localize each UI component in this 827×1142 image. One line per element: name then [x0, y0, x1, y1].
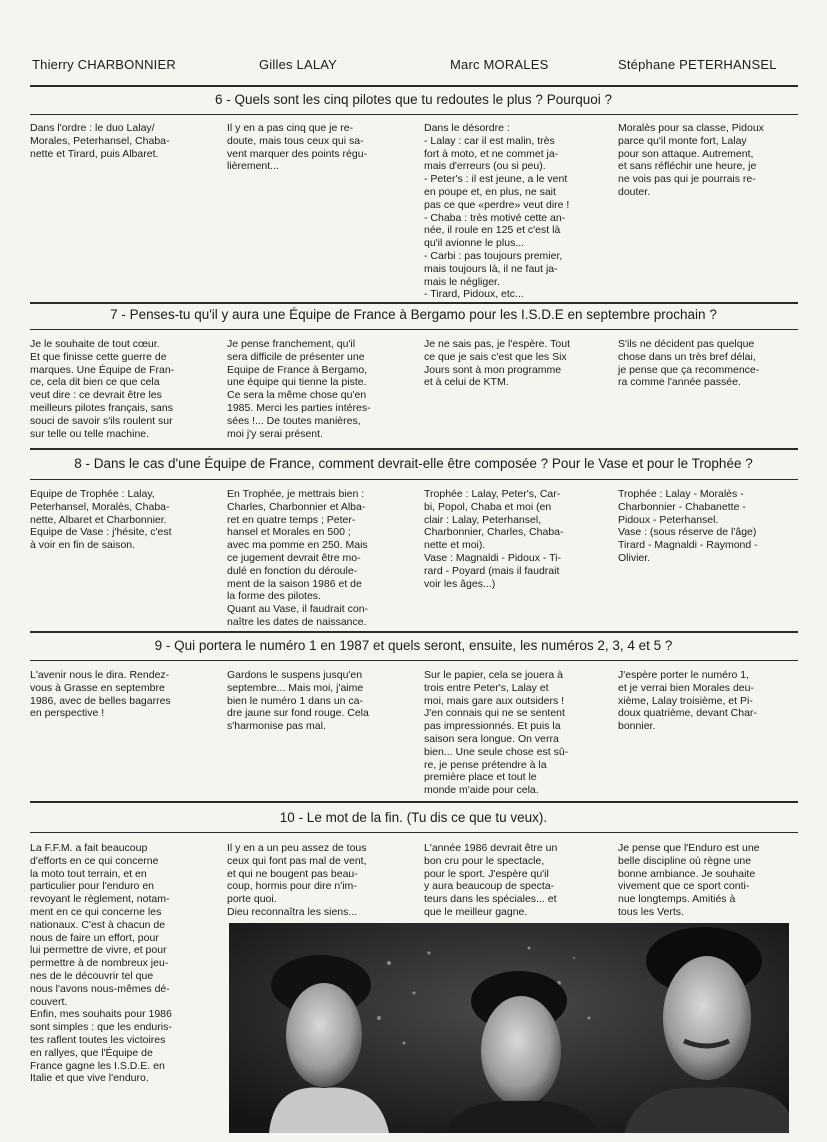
name-lalay: Gilles LALAY	[259, 57, 338, 72]
answer-peterhansel: Moralès pour sa classe, Pidoux parce qu'il monte fort, Lalay pour son attaque. Autrement, et sans réfléchir une heure, je ne vois pas qui je pourrais re- douter.	[618, 122, 764, 198]
divider	[30, 85, 798, 87]
question-7: 7 - Penses-tu qu'il y aura une Équipe de France à Bergamo pour les I.S.D.E en septembre prochain ?	[110, 307, 717, 322]
rider-names-header	[0, 57, 827, 79]
answer-charbonnier: Je le souhaite de tout cœur. Et que finisse cette guerre de marques. Une Équipe de Fran- ce, cela dit bien ce que cela veut dire : ce devrait être les meilleurs pilotes français, sans souci de savoir s'ils roulent sur sur telle ou telle machine.	[30, 338, 175, 440]
answer-charbonnier: La F.F.M. a fait beaucoup d'efforts en ce qui concerne la moto tout terrain, et en particulier pour l'enduro en revoyant le règlement, notam- ment en ce qui concerne les nationaux. C'est à chacun de nous de faire un effort, pour lui permettre de vivre, et pour permettre à de nombreux jeu- nes de le découvrir tel que nous l'avons nous-mêmes dé- couvert. Enfin, mes souhaits pour 1986 sont simples : que les enduris- tes raflent toutes les victoires en rallyes, que l'Équipe de France gagne les I.S.D.E. en Italie et que vive l'enduro.	[30, 842, 172, 1085]
riders-photo-illustration	[229, 923, 789, 1133]
answer-peterhansel: S'ils ne décident pas quelque chose dans un très bref délai, je pense que ça recommence- ra comme l'année passée.	[618, 338, 760, 389]
answer-peterhansel: Je pense que l'Enduro est une belle discipline où règne une bonne ambiance. Je souhaite vivement que ce sport conti- nue longtemps. Amitiés à tous les Verts.	[618, 842, 760, 918]
answer-lalay: En Trophée, je mettrais bien : Charles, Charbonnier et Alba- ret en quatre temps ; Peter- hansel et Morales en 500 ; avec ma pomme en 250. Mais ce jugement devrait être mo- dulé en fonction du déroule- ment de la saison 1986 et de la forme des pilotes. Quant au Vase, il faudrait con- naître les dates de naissance.	[227, 488, 369, 628]
answer-lalay: Il y en a pas cinq que je re- doute, mais tous ceux qui sa- vent marquer des points régu- lièrement...	[227, 122, 368, 173]
answer-morales: Je ne sais pas, je l'espère. Tout ce que je sais c'est que les Six Jours sont à mon programme et à celui de KTM.	[424, 338, 570, 389]
answer-charbonnier: L'avenir nous le dira. Rendez- vous à Grasse en septembre 1986, avec de belles bagarres en perspective !	[30, 669, 171, 720]
divider	[30, 631, 798, 633]
answer-peterhansel: J'espère porter le numéro 1, et je verrai bien Morales deu- xième, Lalay troisième, et Pi- doux quatrième, devant Char- bonnier.	[618, 669, 757, 733]
answer-morales: Sur le papier, cela se jouera à trois entre Peter's, Lalay et moi, mais gare aux outsiders ! J'en connais qui ne se sentent pas impressionnés. Et puis la saison sera longue. On verra bien... Une seule chose est sû- re, je pense prétendre à la première place et tout le monde m'aide pour cela.	[424, 669, 569, 797]
answer-morales: Dans le désordre : - Lalay : car il est malin, très fort à moto, et ne commet ja- mais d'erreurs (ou si peu). - Peter's : il est jeune, a le vent en poupe et, en plus, ne sait pas ce que «perdre» veut dire ! - Chaba : très motivé cette an- née, il roule en 125 et c'est là qu'il avionne le plus... - Carbi : pas toujours premier, mais toujours là, il ne faut ja- mais le négliger. - Tirard, Pidoux, etc...	[424, 122, 570, 301]
divider	[30, 801, 798, 803]
divider	[30, 479, 798, 480]
divider	[30, 114, 798, 115]
answer-charbonnier: Equipe de Trophée : Lalay, Peterhansel, Moralès, Chaba- nette, Albaret et Charbonnier. Equipe de Vase : j'hésite, c'est à voir en fin de saison.	[30, 488, 172, 552]
question-10: 10 - Le mot de la fin. (Tu dis ce que tu veux).	[279, 810, 548, 825]
answer-morales: L'année 1986 devrait être un bon cru pour le spectacle, pour le sport. J'espère qu'il y aura beaucoup de specta- teurs dans les spéciales... et que le meilleur gagne.	[424, 842, 558, 918]
question-8: 8 - Dans le cas d'une Équipe de France, comment devrait-elle être composée ? Pour le Vase et pour le Trophée ?	[74, 456, 753, 471]
answer-charbonnier: Dans l'ordre : le duo Lalay/ Morales, Peterhansel, Chaba- nette et Tirard, puis Albaret.	[30, 122, 170, 160]
answer-morales: Trophée : Lalay, Peter's, Car- bi, Popol, Chaba et moi (en clair : Lalay, Peterhansel, Charbonnier, Charles, Chaba- nette et moi). Vase : Magnaldi - Pidoux - Ti- rard - Poyard (mais il faudrait voir les âges...)	[424, 488, 564, 590]
question-9: 9 - Qui portera le numéro 1 en 1987 et quels seront, ensuite, les numéros 2, 3, 4 et 5 ?	[154, 638, 673, 653]
question-6: 6 - Quels sont les cinq pilotes que tu redoutes le plus ? Pourquoi ?	[215, 92, 612, 107]
name-morales: Marc MORALES	[450, 57, 549, 72]
answer-lalay: Il y en a un peu assez de tous ceux qui font pas mal de vent, et qui ne bougent pas beau- coup, hormis pour dire n'im- porte quoi. Dieu reconnaîtra les siens...	[227, 842, 367, 918]
divider	[30, 832, 798, 833]
divider	[30, 329, 798, 330]
divider	[30, 660, 798, 661]
divider	[30, 302, 798, 304]
answer-lalay: Gardons le suspens jusqu'en septembre... Mais moi, j'aime bien le numéro 1 dans un ca- dre jaune sur fond rouge. Cela s'harmonise pas mal.	[227, 669, 369, 733]
name-peterhansel: Stéphane PETERHANSEL	[618, 57, 777, 72]
divider	[30, 448, 798, 450]
name-charbonnier: Thierry CHARBONNIER	[32, 57, 176, 72]
riders-photo	[229, 923, 789, 1133]
answer-lalay: Je pense franchement, qu'il sera difficile de présenter une Equipe de France à Bergamo, une équipe qui tienne la piste. Ce sera la même chose qu'en 1985. Merci les parties intéres- sées !... De toutes manières, moi j'y serai présent.	[227, 338, 371, 440]
answer-peterhansel: Trophée : Lalay - Moralès - Charbonnier - Chabanette - Pidoux - Peterhansel. Vase : (sous réserve de l'âge) Tirard - Magnaldi - Raymond - Olivier.	[618, 488, 758, 564]
